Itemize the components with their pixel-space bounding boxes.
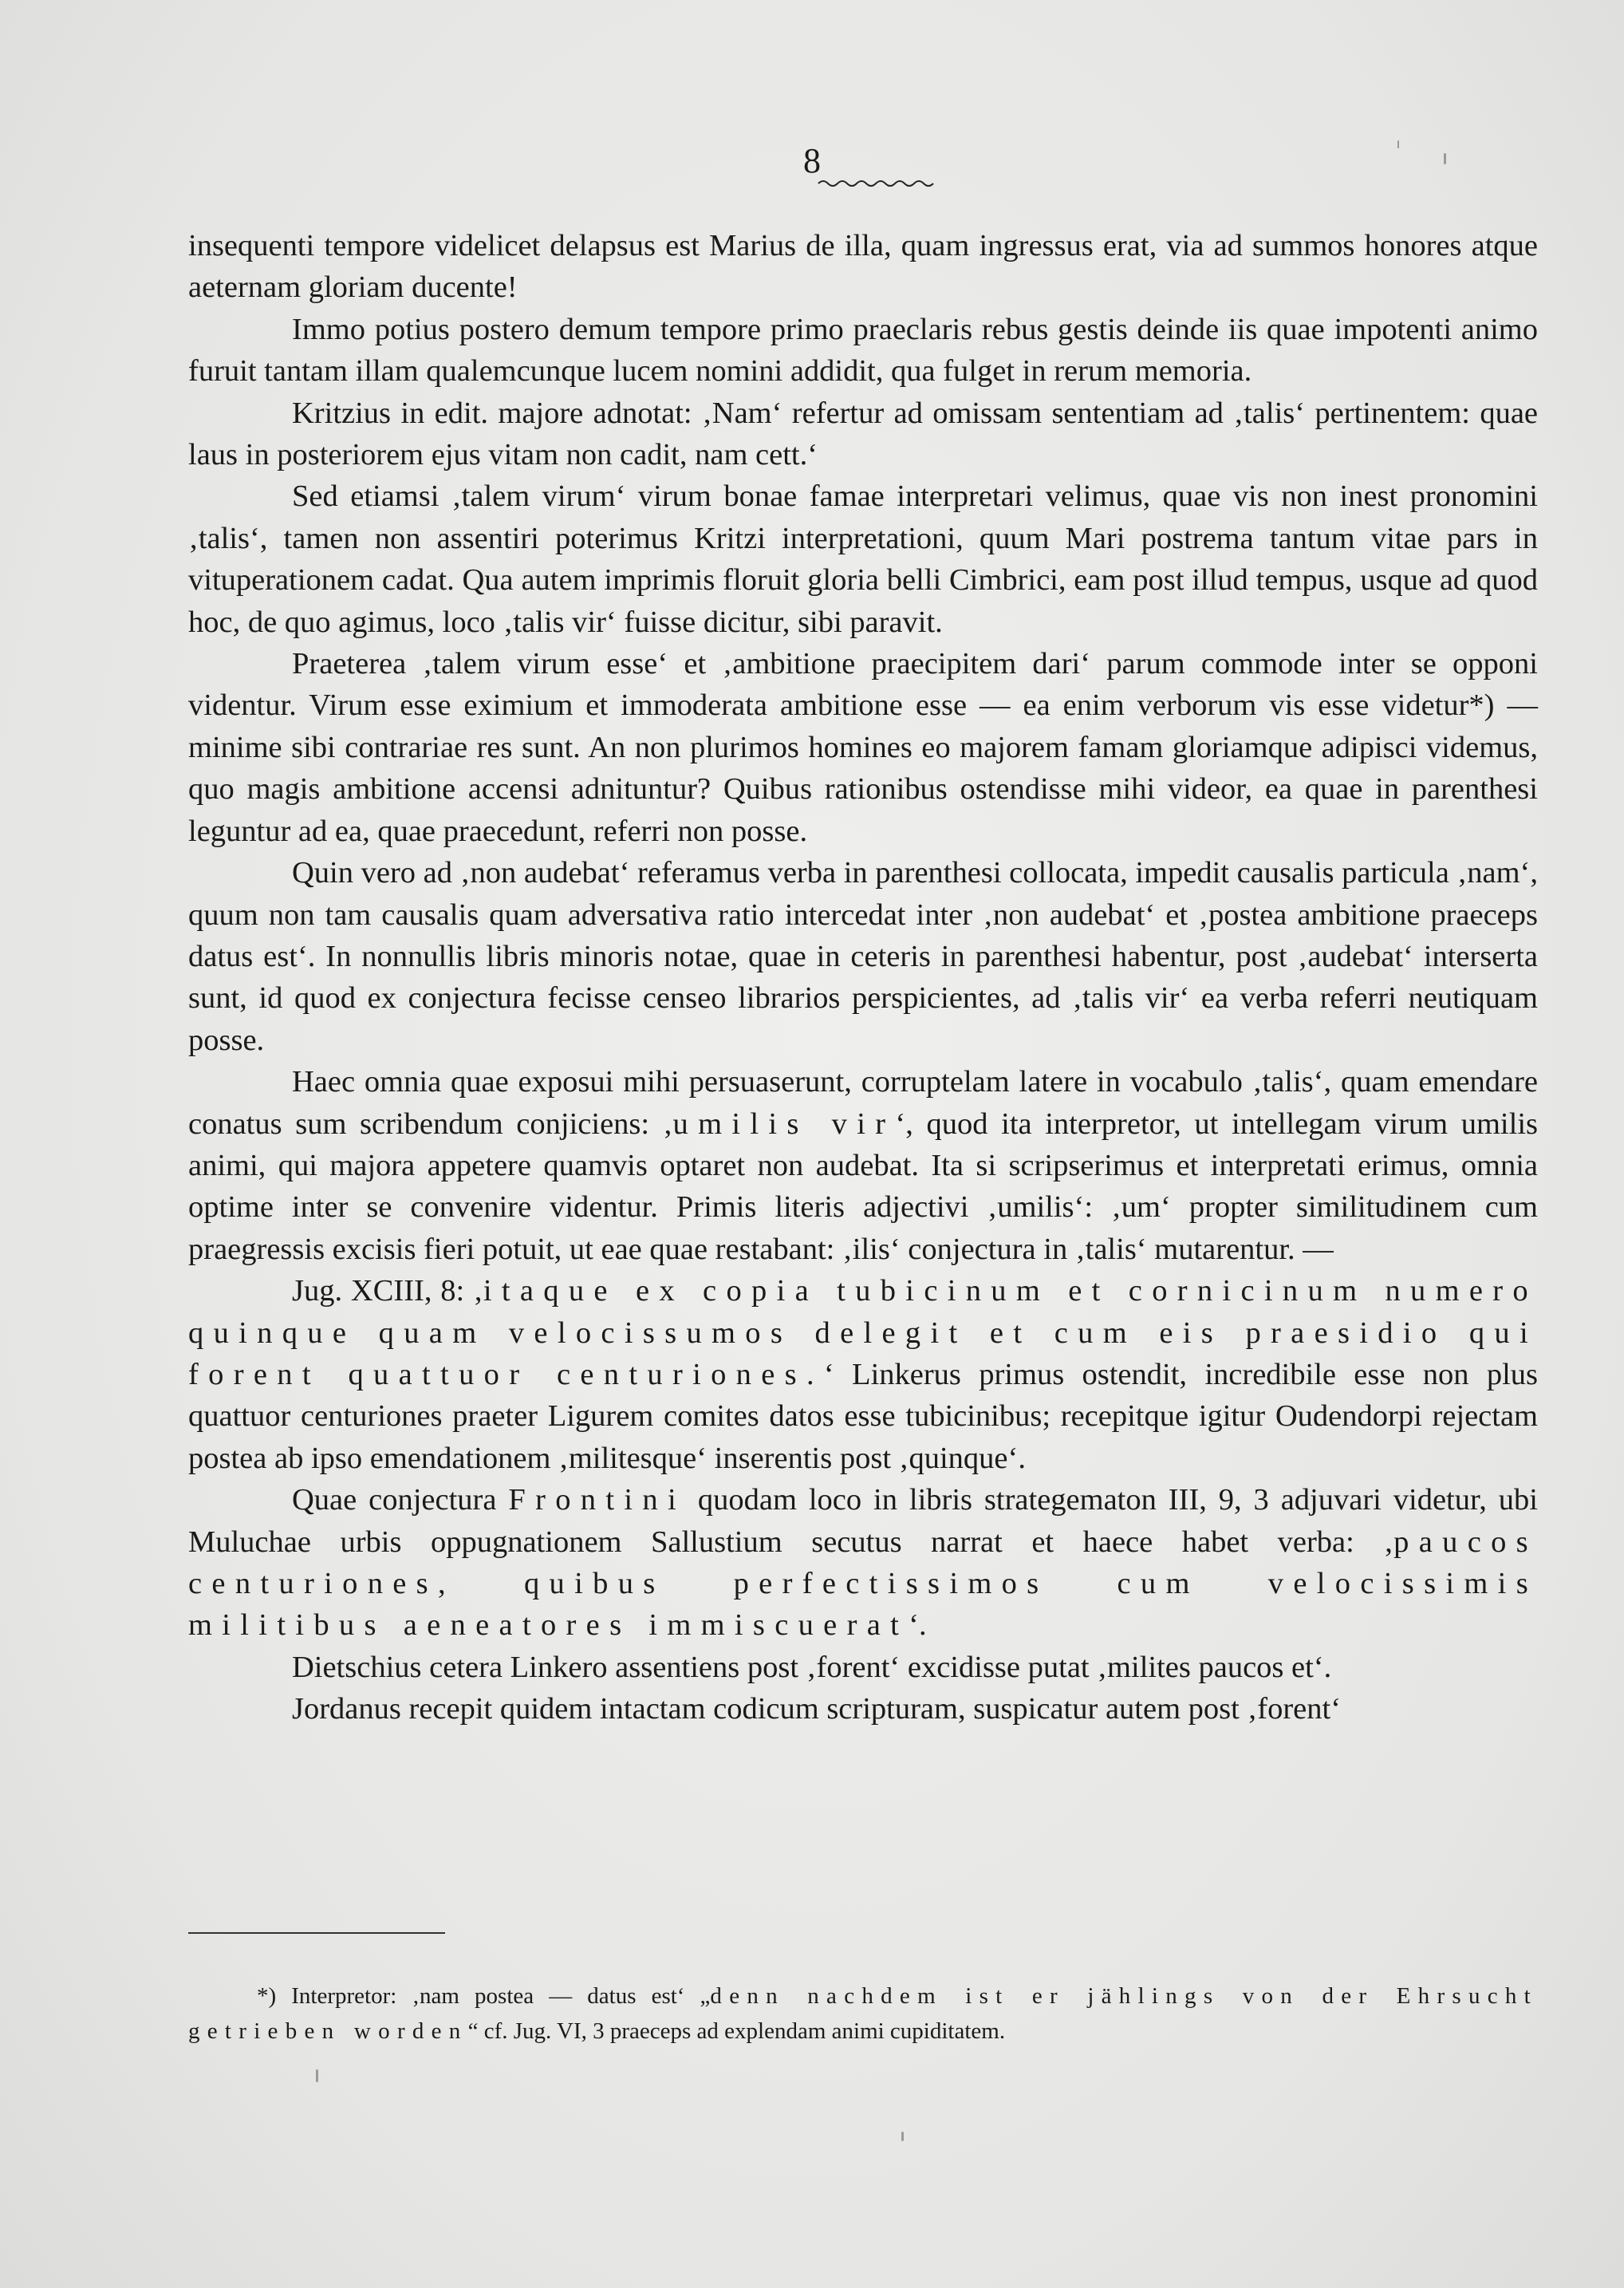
page-number: 8 bbox=[803, 141, 821, 180]
footnote-tail: “ cf. Jug. VI, 3 praeceps ad explendam animi cupiditatem. bbox=[467, 2018, 1006, 2044]
paragraph-8-text: Jug. XCIII, 8: ‚itaque ex copia tubicinum et cornicinum numero quinque quam velocissumos delegit et cum eis praesidio qui forent quattuor centuriones.‘ Linkerus primus ostendit, incredibile esse non plus quattuor centuriones praeter Ligurem comites datos esse tubicinibus; recepitque igitur Oudendorpi rejectam postea ab ipso emendationem ‚militesque‘ inserentis post ‚quinque‘. bbox=[188, 1274, 1538, 1475]
paper-speck bbox=[1444, 153, 1446, 164]
paragraph-11: Jordanus recepit quidem intactam codicum scripturam, suspicatur autem post ‚forent‘ bbox=[292, 1692, 1342, 1726]
spaced-emphasis: paucos centuriones, quibus perfectissimos cum velocissimis militibus aeneatores immiscuerat bbox=[188, 1525, 1538, 1643]
paragraph-7 bbox=[188, 1061, 1538, 1270]
paper-speck bbox=[316, 2069, 318, 2082]
paper-speck bbox=[901, 2132, 904, 2141]
paragraph-10: Dietschius cetera Linkero assentiens post ‚forent‘ excidisse putat ‚milites paucos et‘. bbox=[292, 1650, 1332, 1684]
paragraph-5: Praeterea ‚talem virum esse‘ et ‚ambitione praecipitem dari‘ parum commode inter se opponi videntur. Virum esse eximium et immoderata ambitione esse — ea enim verborum vis esse videtur*) — minime sibi contrariae res sunt. An non plurimos homines eo majorem famam gloriamque adipisci videmus, quo magis ambitione accensi adnituntur? Quibus rationibus ostendisse mihi videor, ea quae in parenthesi leguntur ad ea, quae praecedunt, referri non posse. bbox=[188, 647, 1538, 848]
paragraph-9-text: Quae conjectura Frontini quodam loco in libris strategematon III, 9, 3 adjuvari videtur, ubi Muluchae urbis oppugnationem Sallustium secutus narrat et haece habet verba: ‚paucos centuriones, quibus perfectissimos cum velocissimis militibus aeneatores immiscuerat‘. bbox=[188, 1483, 1538, 1643]
paragraph-3: Kritzius in edit. majore adnotat: ‚Nam‘ refertur ad omissam sententiam ad ‚talis‘ pertinentem: quae laus in posteriorem ejus vitam non cadit, nam cett.‘ bbox=[188, 396, 1538, 472]
footnote-german-quote: denn nachdem ist er jählings von der Ehrsucht getrieben worden bbox=[188, 1983, 1538, 2044]
paragraph-1: insequenti tempore videlicet delapsus est Marius de illa, quam ingressus erat, via ad summos honores atque aeternam gloriam ducente! bbox=[188, 229, 1538, 305]
paragraph-8 bbox=[188, 1270, 1538, 1479]
paragraph-6: Quin vero ad ‚non audebat‘ referamus verba in parenthesi collocata, impedit causalis particula ‚nam‘, quum non tam causalis quam adversativa ratio intercedat inter ‚non audebat‘ et ‚postea ambitione praeceps datus est‘. In nonnullis libris minoris notae, quae in ceteris in parenthesi habentur, post ‚audebat‘ interserta sunt, id quod ex conjectura fecisse censeo librarios perspicientes, ad ‚talis vir‘ ea verba referri neutiquam posse. bbox=[188, 856, 1538, 1057]
paragraph-7-text: Haec omnia quae exposui mihi persuaserunt, corruptelam latere in vocabulo ‚talis‘, quam emendare conatus sum scribendum conjiciens: ‚umilis vir‘, quod ita interpretor, ut intellegam virum umilis animi, qui majora appetere quamvis optaret non audebat. Ita si scripserimus et interpretati erimus, omnia optime inter se convenire videntur. Primis literis adjectivi ‚umilis‘: ‚um‘ propter similitudinem cum praegressis excisis fieri potuit, ut eae quae restabant: ‚ilis‘ conjectura in ‚talis‘ mutarentur. — bbox=[188, 1065, 1538, 1266]
paragraph-9 bbox=[188, 1479, 1538, 1647]
spaced-umilis-vir bbox=[0, 0, 1, 1]
spaced-emphasis: umilis vir bbox=[672, 1107, 896, 1141]
footnote-marker: *) bbox=[257, 1983, 277, 2009]
paragraph-2: Immo potius postero demum tempore primo praeclaris rebus gestis deinde iis quae impotenti animo furuit tantam illam qualemcunque lucem nomini addidit, qua fulget in rerum memoria. bbox=[188, 312, 1538, 389]
page-number-ornament-icon bbox=[817, 177, 936, 190]
footnote-rule bbox=[188, 1932, 445, 1934]
footnote bbox=[188, 1978, 1538, 2049]
body-text bbox=[188, 225, 1538, 1730]
spaced-emphasis: itaque ex copia tubicinum et cornicinum numero quinque quam velocissumos delegit et cum eis praesidio qui forent quattuor centuriones. bbox=[188, 1274, 1538, 1391]
spaced-emphasis: Frontini bbox=[508, 1483, 686, 1517]
paragraph-4: Sed etiamsi ‚talem virum‘ virum bonae famae interpretari velimus, quae vis non inest pronomini ‚talis‘, tamen non assentiri poterimus Kritzi interpretationi, quum Mari postrema tantum vitae pars in vituperationem cadat. Qua autem imprimis floruit gloria belli Cimbrici, eam post illud tempus, usque ad quod hoc, de quo agimus, loco ‚talis vir‘ fuisse dicitur, sibi paravit. bbox=[188, 479, 1538, 639]
paper-speck bbox=[1397, 140, 1399, 148]
footnote-lead: Interpretor: ‚nam postea — datus est‘ „ bbox=[291, 1983, 711, 2009]
